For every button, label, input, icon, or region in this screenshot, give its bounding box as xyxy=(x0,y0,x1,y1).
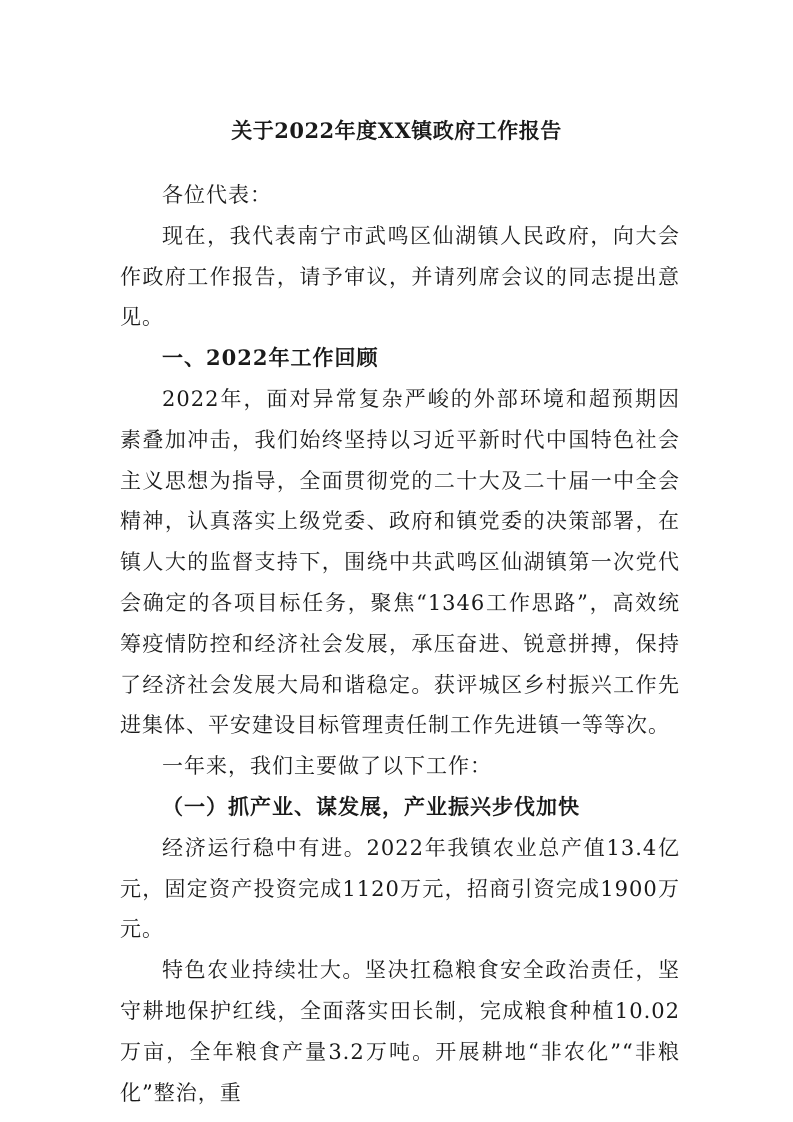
subsection-heading-industry: （一）抓产业、谋发展，产业振兴步伐加快 xyxy=(162,793,580,819)
paragraph-economy: 经济运行稳中有进。2022年我镇农业总产值13.4亿元，固定资产投资完成1120万元，招商引资完成1900万元。 xyxy=(120,835,680,942)
salutation: 各位代表： xyxy=(162,183,272,207)
document-title: 关于2022年度XX镇政府工作报告 xyxy=(231,118,562,143)
paragraph-overview: 2022年，面对异常复杂严峻的外部环境和超预期因素叠加冲击，我们始终坚持以习近平新时代中国特色社会主义思想为指导，全面贯彻党的二十大及二十届一中全会精神，认真落实上级党委、政府和镇党委的决策部署，在镇人大的监督支持下，围绕中共武鸣区仙湖镇第一次党代会确定的各项目标任务，聚焦“1346工作思路”，高效统筹疫情防控和经济社会发展，承压奋进、锐意拼搏，保持了经济社会发展大局和谐稳定。获评城区乡村振兴工作先进集体、平安建设目标管理责任制工作先进镇一等等次。 xyxy=(120,386,680,738)
paragraph-work-intro: 一年来，我们主要做了以下工作： xyxy=(162,754,492,779)
paragraph-intro: 现在，我代表南宁市武鸣区仙湖镇人民政府，向大会作政府工作报告，请予审议，并请列席会议的同志提出意见。 xyxy=(120,223,680,330)
paragraph-agriculture: 特色农业持续壮大。坚决扛稳粮食安全政治责任，坚守耕地保护红线，全面落实田长制，完成粮食种植10.02万亩，全年粮食产量3.2万吨。开展耕地“非农化”“非粮化”整治，重 xyxy=(120,958,680,1105)
document-body xyxy=(120,175,680,1113)
section-heading-review: 一、2022年工作回顾 xyxy=(162,345,379,371)
